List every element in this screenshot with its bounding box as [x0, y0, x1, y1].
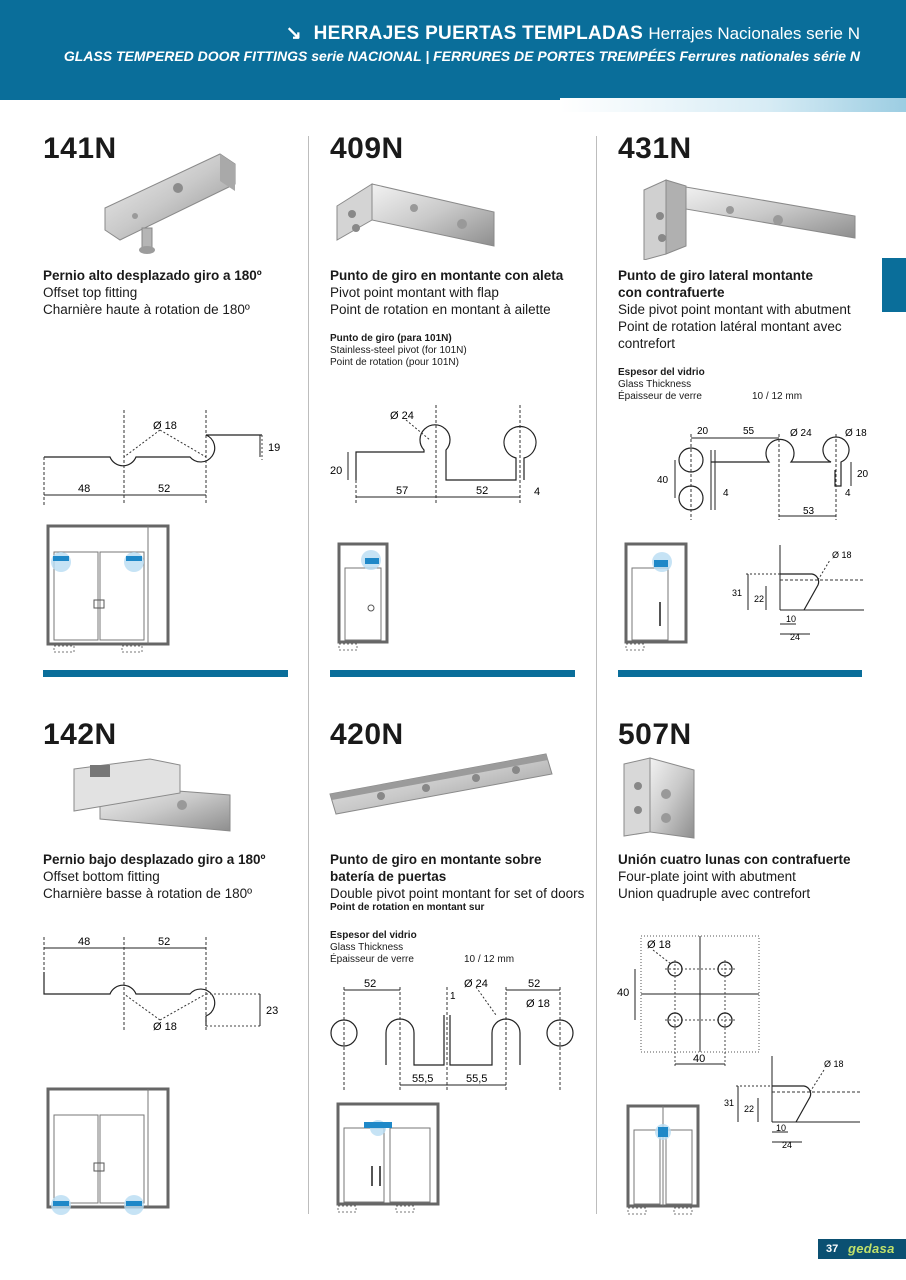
- dimension-drawing-431n: [645, 420, 875, 528]
- dim-diameter-1: Ø 24: [464, 978, 488, 990]
- product-desc-en: Offset top fitting: [43, 285, 138, 300]
- detail-a: 31: [732, 588, 743, 598]
- dimension-drawing-142n: [40, 932, 290, 1037]
- detail-drawing-507n: [720, 1052, 870, 1152]
- product-title: Pernio alto desplazado giro a 180º: [43, 268, 262, 283]
- detail-e: 24: [790, 632, 801, 642]
- section-bar: [330, 670, 575, 677]
- dim-b: 55: [743, 426, 755, 437]
- glass-line-fr: Épaisseur de verre: [330, 954, 414, 965]
- dimension-drawing-141n: [40, 405, 290, 505]
- note-title: Punto de giro (para 101N): [330, 333, 452, 344]
- detail-drawing-431n: [730, 540, 870, 645]
- column-divider: [308, 136, 309, 1214]
- product-code: 142N: [43, 718, 117, 751]
- dim-width-3: 55,5: [412, 1073, 434, 1085]
- dim-diameter-1: Ø 24: [790, 428, 812, 439]
- product-title: Punto de giro en montante sobre: [330, 852, 542, 867]
- section-tab: [882, 258, 906, 312]
- header-subtitle: Herrajes Nacionales serie N: [648, 24, 860, 43]
- detail-c: 10: [786, 614, 797, 624]
- product-code: 507N: [618, 718, 692, 751]
- section-bar: [43, 670, 288, 677]
- dim-width-2: 52: [158, 483, 171, 495]
- dim-height: 40: [617, 987, 630, 999]
- product-desc-en: Double pivot point montant for set of doors: [330, 886, 585, 901]
- header-title-line: [286, 22, 860, 45]
- detail-a: 31: [724, 1098, 735, 1108]
- product-code: 420N: [330, 718, 404, 751]
- door-diagram-141n: [44, 522, 174, 657]
- product-title-cont: batería de puertas: [330, 869, 447, 884]
- dim-gap: 1: [450, 991, 456, 1002]
- dim-gap-2: 4: [845, 488, 851, 499]
- detail-e: 24: [782, 1140, 793, 1150]
- dim-w: 53: [803, 506, 815, 517]
- product-title: Unión cuatro lunas con contrafuerte: [618, 852, 851, 867]
- detail-c: 10: [776, 1123, 787, 1133]
- dim-diameter: Ø 18: [153, 1021, 177, 1033]
- dim-height: 19: [268, 442, 281, 454]
- product-photo-142n: [70, 755, 240, 835]
- product-desc-fr-cont: contrefort: [618, 336, 676, 351]
- dim-width: 40: [693, 1053, 706, 1065]
- detail-b: 22: [744, 1104, 755, 1114]
- product-title: Punto de giro en montante con aleta: [330, 268, 564, 283]
- dim-height: 23: [266, 1005, 279, 1017]
- product-code: 409N: [330, 132, 404, 165]
- dim-width-2: 52: [528, 978, 541, 990]
- dim-diameter-2: Ø 18: [845, 428, 867, 439]
- product-photo-141n: [100, 146, 240, 258]
- product-title: Pernio bajo desplazado giro a 180º: [43, 852, 266, 867]
- product-photo-507n: [620, 756, 700, 840]
- detail-diameter: Ø 18: [832, 550, 852, 560]
- door-diagram-142n: [44, 1085, 174, 1215]
- dim-width-1: 48: [78, 483, 91, 495]
- dim-gap: 4: [534, 486, 541, 498]
- glass-line-fr: Épaisseur de verre: [618, 391, 702, 402]
- product-desc-en: Offset bottom fitting: [43, 869, 160, 884]
- dim-h1: 40: [657, 475, 669, 486]
- dim-gap-1: 4: [723, 488, 729, 499]
- page-number: 37: [826, 1243, 839, 1255]
- product-title: Punto de giro lateral montante: [618, 268, 814, 283]
- note-line-en: Stainless-steel pivot (for 101N): [330, 345, 467, 356]
- detail-b: 22: [754, 594, 765, 604]
- page-footer: [818, 1239, 906, 1259]
- product-desc-en: Pivot point montant with flap: [330, 285, 499, 300]
- product-photo-409n: [332, 176, 502, 256]
- door-diagram-431n: [622, 540, 692, 655]
- column-divider: [596, 136, 597, 1214]
- product-desc-fr: Charnière basse à rotation de 180º: [43, 886, 253, 901]
- glass-title: Espesor del vidrio: [330, 930, 417, 941]
- dim-diameter: Ø 18: [153, 420, 177, 432]
- door-diagram-420n: [334, 1098, 444, 1216]
- product-photo-431n: [640, 176, 860, 260]
- product-code: 141N: [43, 132, 117, 165]
- door-diagram-507n: [624, 1100, 704, 1218]
- glass-line-en: Glass Thickness: [618, 379, 692, 390]
- note-line-fr: Point de rotation (pour 101N): [330, 357, 459, 368]
- glass-line-en: Glass Thickness: [330, 942, 404, 953]
- product-code: 431N: [618, 132, 692, 165]
- glass-value: 10 / 12 mm: [464, 954, 515, 965]
- glass-thickness-block: [330, 930, 530, 966]
- detail-diameter: Ø 18: [824, 1059, 844, 1069]
- dim-h2: 20: [857, 469, 869, 480]
- dim-width-2: 52: [476, 485, 489, 497]
- dimension-drawing-507n: [615, 932, 775, 1072]
- page-header: [0, 0, 906, 100]
- dimension-drawing-420n: [326, 975, 576, 1090]
- dim-width-2: 52: [158, 936, 171, 948]
- dim-width-1: 52: [364, 978, 377, 990]
- product-desc-en: Four-plate joint with abutment: [618, 869, 796, 884]
- product-desc-fr: Point de rotation latéral montant avec: [618, 319, 842, 334]
- product-photo-420n: [326, 750, 556, 820]
- dim-height: 20: [330, 465, 343, 477]
- product-title-cont: con contrafuerte: [618, 285, 725, 300]
- header-gradient: [560, 98, 906, 112]
- glass-thickness-block: [618, 367, 818, 403]
- product-desc-fr: Point de rotation en montant à ailette: [330, 302, 551, 317]
- note-block: [330, 333, 467, 369]
- glass-title: Espesor del vidrio: [618, 367, 705, 378]
- product-desc-en: Side pivot point montant with abutment: [618, 302, 851, 317]
- header-title: HERRAJES PUERTAS TEMPLADAS: [313, 23, 644, 44]
- product-desc-fr: Union quadruple avec contrefort: [618, 886, 811, 901]
- dim-a: 20: [697, 426, 709, 437]
- dimension-drawing-409n: [326, 400, 576, 505]
- product-desc-fr: Point de rotation en montant sur: [330, 902, 485, 913]
- dim-diameter: Ø 24: [390, 410, 414, 422]
- arrow-down-right-icon: ↘: [285, 23, 302, 44]
- dim-width-4: 55,5: [466, 1073, 488, 1085]
- brand-logo: gedasa: [848, 1241, 895, 1256]
- door-diagram-409n: [335, 540, 395, 655]
- dim-width-1: 57: [396, 485, 409, 497]
- dim-width-1: 48: [78, 936, 91, 948]
- section-bar: [618, 670, 862, 677]
- glass-value: 10 / 12 mm: [752, 391, 803, 402]
- product-desc-fr: Charnière haute à rotation de 180º: [43, 302, 250, 317]
- header-translation: GLASS TEMPERED DOOR FITTINGS serie NACIONAL | FERRURES DE PORTES TREMPÉES Ferrures nationales série N: [63, 48, 860, 64]
- dim-diameter: Ø 18: [647, 939, 671, 951]
- dim-diameter-2: Ø 18: [526, 998, 550, 1010]
